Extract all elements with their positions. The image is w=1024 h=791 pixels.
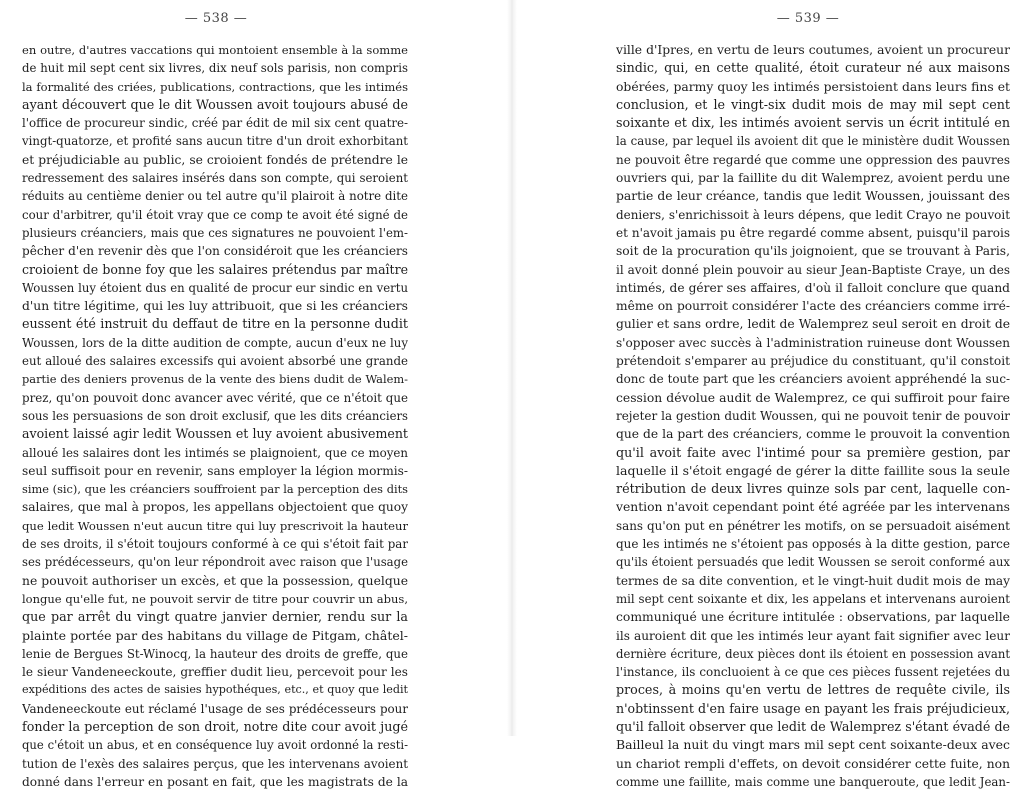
text-line: partie des deniers provenus de la vente des biens dudit de Walem-: [22, 372, 408, 387]
text-line: comme une faillite, mais comme une banqueroute, que ledit Jean-: [616, 774, 1010, 789]
text-line: mil sept cent soixante et dix, les appelans et intervenans auroient: [616, 591, 1010, 606]
text-line: de huit mil sept cent six livres, dix neuf sols parisis, non compris: [22, 61, 408, 76]
text-line: Woussen, lors de la ditte audition de compte, aucun d'eux ne luy: [22, 335, 408, 350]
text-line: ne pouvoit être regardé que comme une oppression des pauvres: [616, 152, 1010, 167]
text-line: et préjudiciable au public, se croioient fondés de prétendre le: [22, 152, 408, 167]
text-line: Vandeneeckoute eut réclamé l'usage de ses prédécesseurs pour: [22, 701, 408, 716]
text-line: seul suffisoit pour en revenir, sans employer la légion mormis-: [22, 463, 408, 478]
text-line: l'office de procureur sindic, créé par édit de mil six cent quatre-: [22, 116, 408, 131]
text-line: sous les persuasions de son droit exclusif, que les dits créanciers: [22, 408, 408, 423]
text-line: n'obtinssent d'en faire usage en payant les frais préjudicieux,: [616, 700, 1010, 716]
text-line: vention n'avoit cependant point été agréée par les intervenans: [616, 500, 1010, 515]
text-line: ouvriers qui, par la faillite du dit Walemprez, avoient perdu une: [616, 171, 1010, 186]
text-line: un chariot rempli d'effets, on devoit considérer cette fuite, non: [616, 756, 1010, 771]
text-line: sime (sic), que les créanciers souffroient par la perception des dits: [22, 482, 408, 497]
text-line: ses prédécesseurs, qu'on leur répondroit avec raison que l'usage: [22, 555, 408, 570]
text-line: il avoit donné plein pouvoir au sieur Jean-Baptiste Craye, un des: [616, 262, 1010, 277]
text-line: conclusion, et le vingt-six dudit mois de may mil sept cent: [616, 96, 1010, 112]
text-line: croioient de bonne foy que les salaires prétendus par maître: [22, 261, 408, 277]
right-page-text: [616, 41, 1010, 791]
text-line: s'opposer avec succès à l'administration ruineuse dont Woussen: [616, 335, 1010, 350]
text-line: sans qu'on put en pénétrer les motifs, on se persuadoit aisément: [616, 518, 1010, 533]
text-line: alloué les salaires dont les intimés se plaignoient, que ce moyen: [22, 445, 408, 460]
text-line: communiqué une écriture intitulée : observations, par laquelle: [616, 610, 1010, 625]
text-line: soit de la procuration qu'ils joignoient, que se trouvant à Paris,: [616, 244, 1010, 259]
text-line: Bailleul la nuit du vingt mars mil sept cent soixante-deux avec: [616, 737, 1010, 753]
text-line: plainte portée par des habitans du village de Pitgam, châtel-: [22, 627, 408, 643]
text-line: intimés, de gérer ses affaires, d'où il falloit conclure que quand: [616, 280, 1010, 295]
text-line: salaires, que mal à propos, les appellans objectoient que quoy: [22, 500, 408, 515]
text-line: de ses droits, il s'étoit toujours conformé à ce qui s'étoit fait par: [22, 537, 408, 552]
right-page-number: — 539 —: [776, 11, 840, 26]
text-line: l'instance, ils concluoient à ce que ces pièces fussent rejetées du: [616, 665, 1010, 680]
text-line: ayant découvert que le dit Woussen avoit toujours abusé de: [22, 96, 408, 112]
text-line: redressement des salaires insérés dans son compte, qui seroient: [22, 171, 408, 186]
text-line: pêcher d'en revenir dès que l'on considéroit que les créanciers: [22, 244, 408, 259]
text-line: longue qu'elle fut, ne pouvoit servir de titre pour couvrir un abus,: [22, 591, 408, 606]
text-line: eut alloué des salaires excessifs qui avoient absorbé une grande: [22, 354, 408, 369]
text-line: vingt-quatorze, et profité sans aucun titre d'un droit exhorbitant: [22, 134, 408, 149]
text-line: et n'avoit jamais pu être regardé comme absent, puisqu'il parois: [616, 225, 1010, 240]
text-line: que c'étoit un abus, et en conséquence luy avoit ordonné la resti-: [22, 738, 408, 753]
text-line: tution de l'exès des salaires perçus, que les intervenans avoient: [22, 756, 408, 771]
left-page: [0, 0, 512, 789]
text-line: réduits au centième denier ou tel autre qu'il plairoit à notre dite: [22, 189, 408, 204]
text-line: eussent été instruit du deffaut de titre en la personne dudit: [22, 316, 408, 332]
text-line: termes de sa dite convention, et le vingt-huit dudit mois de may: [616, 573, 1010, 588]
left-page-number: — 538 —: [184, 11, 248, 26]
text-line: que les intimés ne s'étoient pas opposés à la ditte gestion, parce: [616, 537, 1010, 552]
text-line: ville d'Ipres, en vertu de leurs coutumes, avoient un procureur: [616, 43, 1010, 57]
text-line: obérées, parmy quoy les intimés persistoient dans leurs fins et: [616, 79, 1010, 94]
text-line: cour d'arbitrer, qu'il étoit vray que ce comp te avoit été signé de: [22, 207, 408, 222]
text-line: Woussen luy étoient dus en qualité de procur eur sindic en vertu: [22, 280, 408, 295]
text-line: qu'il falloit observer que ledit de Walemprez s'étant évadé de: [616, 718, 1010, 734]
text-line: dernière écriture, deux pièces dont ils étoient en possession avant: [616, 646, 1010, 661]
right-page: [512, 0, 1024, 789]
text-line: en outre, d'autres vaccations qui montoient ensemble à la somme: [22, 43, 408, 57]
text-line: laquelle il s'étoit engagé de gérer la ditte faillite sous la seule: [616, 462, 1010, 478]
text-line: que par arrêt du vingt quatre janvier dernier, rendu sur la: [22, 609, 408, 625]
text-line: lenie de Bergues St-Winocq, la hauteur des droits de greffe, que: [22, 646, 408, 661]
text-line: qu'ils étoient persuadés que ledit Woussen se seroit conformé aux: [616, 555, 1010, 570]
text-line: cession dévolue audit de Walemprez, ce qui suffiroit pour faire: [616, 390, 1010, 405]
text-line: deniers, s'enrichissoit à leurs dépens, que ledit Crayo ne pouvoit: [616, 207, 1010, 222]
text-line: même on pourroit considérer l'acte des créanciers comme irré-: [616, 299, 1010, 314]
text-line: donné dans l'erreur en posant en fait, que les magistrats de la: [22, 774, 408, 789]
text-line: ne pouvoit authoriser un excès, et que la possession, quelque: [22, 573, 408, 588]
text-line: que de la part des créanciers, comme le prouvoit la convention: [616, 427, 1010, 442]
text-line: soixante et dix, les intimés avoient servis un écrit intitulé en: [616, 115, 1010, 131]
text-line: partie de leur créance, tandis que ledit Woussen, jouissant des: [616, 189, 1010, 204]
text-line: la formalité des criées, publications, contractions, que les intimés: [22, 79, 408, 94]
text-line: ils auroient dit que les intimés leur ayant fait signifier avec leur: [616, 628, 1010, 643]
text-line: prétendoit s'emparer au préjudice du constituant, qu'il constoit: [616, 354, 1010, 369]
text-line: plusieurs créanciers, mais que ces signatures ne pouvoient l'em-: [22, 225, 408, 240]
text-line: expéditions des actes de saisies hypothéques, etc., et quoy que ledit: [22, 683, 408, 697]
text-line: la cause, par lequel ils avoient dit que le ministère dudit Woussen: [616, 134, 1010, 149]
text-line: qu'il avoit faite avec l'intimé pour sa première gestion, par: [616, 444, 1010, 460]
text-line: avoient laissé agir ledit Woussen et luy avoient abusivement: [22, 426, 408, 442]
text-line: prez, qu'on pouvoit donc avancer avec vérité, que ce n'étoit que: [22, 390, 408, 405]
text-line: fonder la perception de son droit, notre dite cour avoit jugé: [22, 718, 408, 734]
text-line: d'un titre légitime, qui les luy attribuoit, que si les créanciers: [22, 299, 408, 314]
text-line: gulier et sans ordre, ledit de Walemprez seul seroit en droit de: [616, 317, 1010, 332]
text-line: sindic, qui, en cette qualité, étoit curateur né aux maisons: [616, 60, 1010, 76]
left-page-text: [22, 41, 408, 791]
text-line: le sieur Vandeneeckoute, greffier dudit lieu, percevoit pour les: [22, 665, 408, 680]
text-line: proces, à moins qu'en vertu de lettres de requête civile, ils: [616, 682, 1010, 698]
text-line: donc de toute part que les créanciers avoient appréhendé la suc-: [616, 372, 1010, 387]
text-line: rejeter la gestion dudit Woussen, qui ne pouvoit tenir de pouvoir: [616, 408, 1010, 423]
text-line: rétribution de deux livres quinze sols par cent, laquelle con-: [616, 481, 1010, 497]
text-line: que ledit Woussen n'eut aucun titre qui luy prescrivoit la hauteur: [22, 518, 408, 533]
